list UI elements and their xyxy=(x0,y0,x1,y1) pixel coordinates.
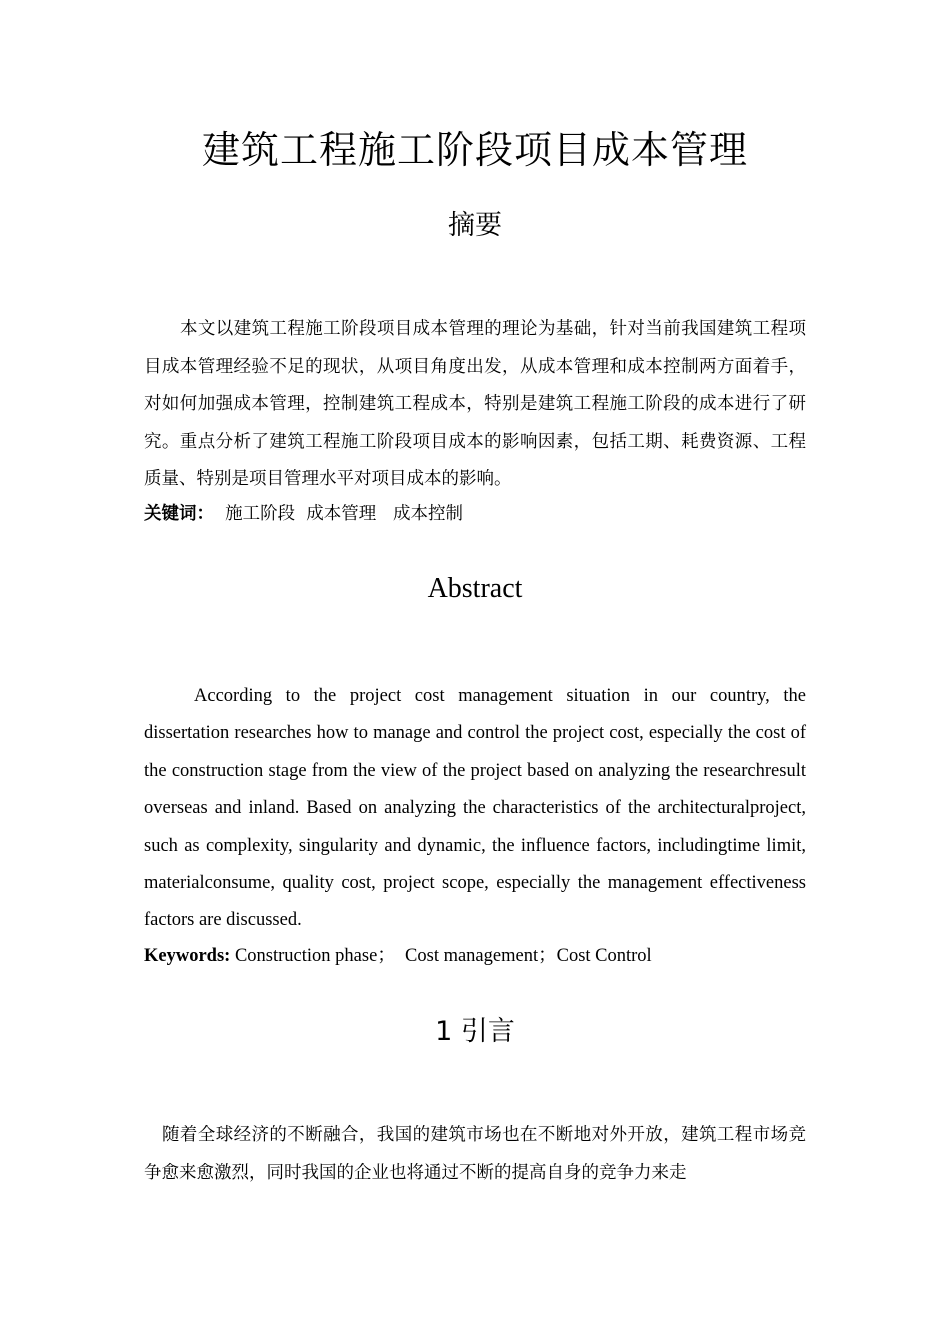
abstract-en-body: According to the project cost management situation in our country, the dissertation researches how to manage and control the project cost, especially the cost of the construction stage from the view of the project based on analyzing the researchresult overseas and inland. Based on analyzing the characteristics of the architecturalproject, such as complexity, singularity and dynamic, the influence factors, includingtime limit, materialconsume, quality cost, project scope, especially the management effectiveness factors are discussed. xyxy=(144,686,806,931)
abstract-cn-heading: 摘要 xyxy=(448,210,502,241)
document-title: 建筑工程施工阶段项目成本管理 xyxy=(201,128,748,172)
abstract-en-heading: Abstract xyxy=(427,573,523,604)
section-1-heading: 1 引言 xyxy=(435,1016,515,1047)
section-1-body: 随着全球经济的不断融合，我国的建筑市场也在不断地对外开放，建筑工程市场竞争愈来愈激烈，同时我国的企业也将通过不断的提高自身的竞争力来走 xyxy=(144,1125,806,1183)
keywords-en-label: Keywords: xyxy=(144,946,231,966)
keywords-cn xyxy=(144,499,806,529)
keywords-en xyxy=(144,941,806,971)
keywords-cn-values: 施工阶段 成本管理 成本控制 xyxy=(214,504,463,524)
abstract-cn-body: 本文以建筑工程施工阶段项目成本管理的理论为基础，针对当前我国建筑工程项目成本管理经验不足的现状，从项目角度出发，从成本管理和成本控制两方面着手，对如何加强成本管理，控制建筑工程成本，特别是建筑工程施工阶段的成本进行了研究。重点分析了建筑工程施工阶段项目成本的影响因素，包括工期、耗费资源、工程质量、特别是项目管理水平对项目成本的影响。 xyxy=(144,319,806,489)
keywords-cn-label: 关键词： xyxy=(144,504,214,524)
keywords-en-values: Construction phase； Cost management；Cost Control xyxy=(230,946,652,966)
